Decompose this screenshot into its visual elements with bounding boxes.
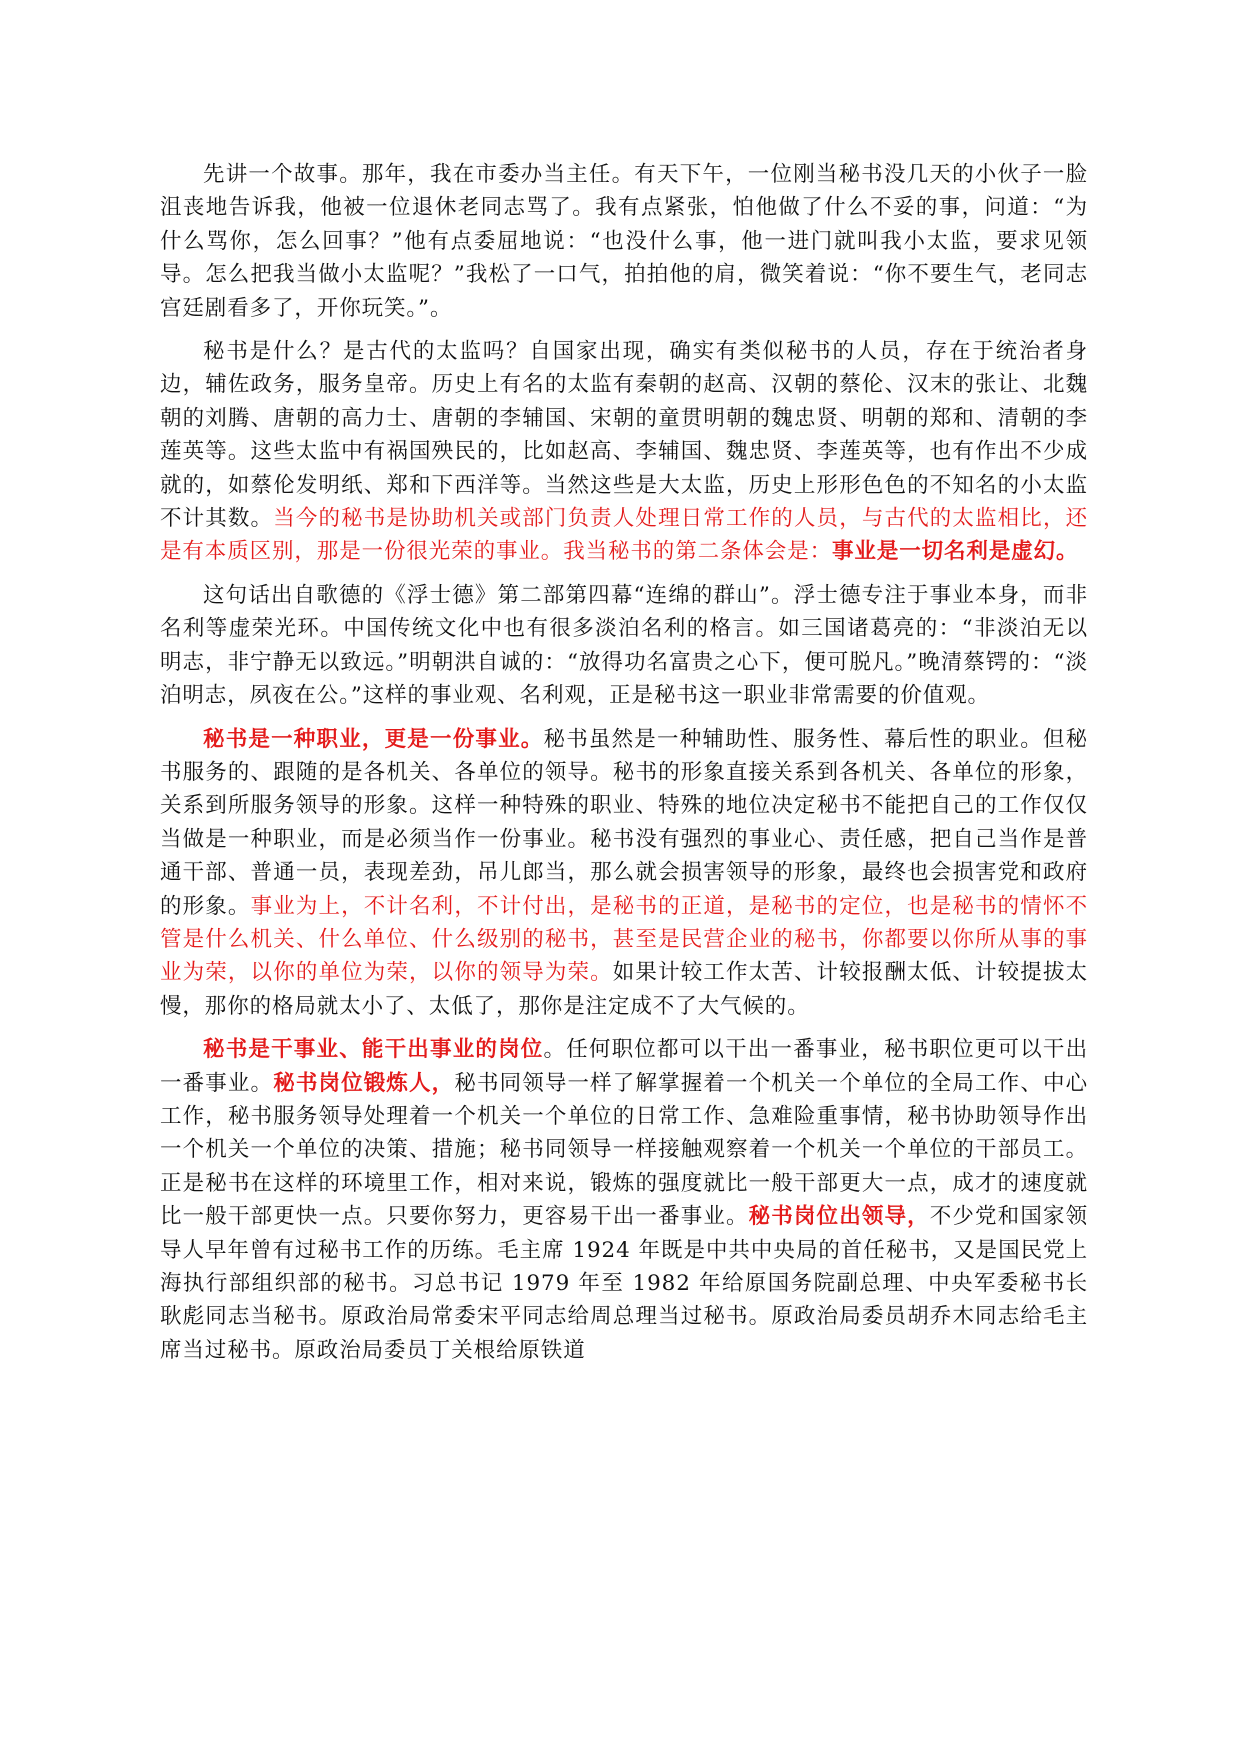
paragraph-text: 先讲一个故事。那年，我在市委办当主任。有天下午，一位刚当秘书没几天的小伙子一脸沮丧地告诉我，他被一位退休老同志骂了。我有点紧张，怕他做了什么不妥的事，问道：“为什么骂你，怎么回事？”他有点委屈地说：“也没什么事，他一进门就叫我小太监，要求见领导。怎么把我当做小太监呢？”我松了一口气，拍拍他的肩，微笑着说：“你不要生气，老同志宫廷剧看多了，开你玩笑。”。 <box>160 162 1088 321</box>
highlighted-text: 当今的秘书是协助机关或部门负责人处理日常工作的人员，与古代的太监相比，还是有本质区别，那是一份很光荣的事业。我当秘书的第二条体会是： <box>160 506 1088 565</box>
emphasized-text: 秘书岗位锻炼人， <box>273 1070 455 1096</box>
paragraph-text: 秘书是什么？是古代的太监吗？自国家出现，确实有类似秘书的人员，存在于统治者身边，辅佐政务，服务皇帝。历史上有名的太监有秦朝的赵高、汉朝的蔡伦、汉末的张让、北魏朝的刘腾、唐朝的高力士、唐朝的李辅国、宋朝的童贯明朝的魏忠贤、明朝的郑和、清朝的李莲英等。这些太监中有祸国殃民的，比如赵高、李辅国、魏忠贤、李莲英等，也有作出不少成就的，如蔡伦发明纸、郑和下西洋等。当然这些是大太监，历史上形形色色的不知名的小太监不计其数。 <box>160 339 1088 532</box>
emphasized-text: 事业是一切名利是虚幻。 <box>832 539 1079 565</box>
paragraph-position <box>160 1033 1088 1367</box>
paragraph-text: 不少党和国家领导人早年曾有过秘书工作的历练。毛主席 1924 年既是中共中央局的首任秘书，又是国民党上海执行部组织部的秘书。习总书记 1979 年至 1982 年给原国务院副总理、中央军委秘书长耿彪同志当秘书。原政治局常委宋平同志给周总理当过秘书。原政治局委员胡乔木同志给毛主席当过秘书。原政治局委员丁关根给原铁道 <box>160 1204 1089 1363</box>
paragraph-career <box>160 723 1088 1024</box>
paragraph-text: 如果计较工作太苦、计较报酬太低、计较提拔太慢，那你的格局就太小了、太低了，那你是注定成不了大气候的。 <box>160 960 1088 1019</box>
document-body <box>160 158 1088 1377</box>
paragraph-text: 秘书同领导一样了解掌握着一个机关一个单位的全局工作、中心工作，秘书服务领导处理着一个机关一个单位的日常工作、急难险重事情，秘书协助领导作出一个机关一个单位的决策、措施；秘书同领导一样接触观察着一个机关一个单位的干部员工。正是秘书在这样的环境里工作，相对来说，锻炼的强度就比一般干部更大一点，成才的速度就比一般干部更快一点。只要你努力，更容易干出一番事业。 <box>160 1070 1088 1230</box>
paragraph-faust-quote <box>160 579 1088 713</box>
paragraph-text: 秘书虽然是一种辅助性、服务性、幕后性的职业。但秘书服务的、跟随的是各机关、各单位的领导。秘书的形象直接关系到各机关、各单位的形象，关系到所服务领导的形象。这样一种特殊的职业、特殊的地位决定秘书不能把自己的工作仅仅当做是一种职业，而是必须当作一份事业。秘书没有强烈的事业心、责任感，把自己当作是普通干部、普通一员，表现差劲，吊儿郎当，那么就会损害领导的形象，最终也会损害党和政府的形象。 <box>160 726 1088 919</box>
emphasized-text: 秘书岗位出领导， <box>748 1204 930 1230</box>
paragraph-what-is-secretary <box>160 335 1088 569</box>
paragraph-story <box>160 158 1088 325</box>
emphasized-text: 秘书是干事业、能干出事业的岗位 <box>203 1037 544 1063</box>
paragraph-text: 这句话出自歌德的《浮士德》第二部第四幕“连绵的群山”。浮士德专注于事业本身，而非名利等虚荣光环。中国传统文化中也有很多淡泊名利的格言。如三国诸葛亮的：“非淡泊无以明志，非宁静无以致远。”明朝洪自诚的：“放得功名富贵之心下，便可脱凡。”晚清蔡锷的：“淡泊明志，夙夜在公。”这样的事业观、名利观，正是秘书这一职业非常需要的价值观。 <box>160 582 1088 709</box>
paragraph-text: 。任何职位都可以干出一番事业，秘书职位更可以干出一番事业。 <box>160 1037 1088 1096</box>
emphasized-text: 秘书是一种职业，更是一份事业。 <box>203 726 544 752</box>
highlighted-text: 事业为上，不计名利，不计付出，是秘书的正道，是秘书的定位，也是秘书的情怀不管是什么机关、什么单位、什么级别的秘书，甚至是民营企业的秘书，你都要以你所从事的事业为荣，以你的单位为荣，以你的领导为荣。 <box>160 893 1088 986</box>
